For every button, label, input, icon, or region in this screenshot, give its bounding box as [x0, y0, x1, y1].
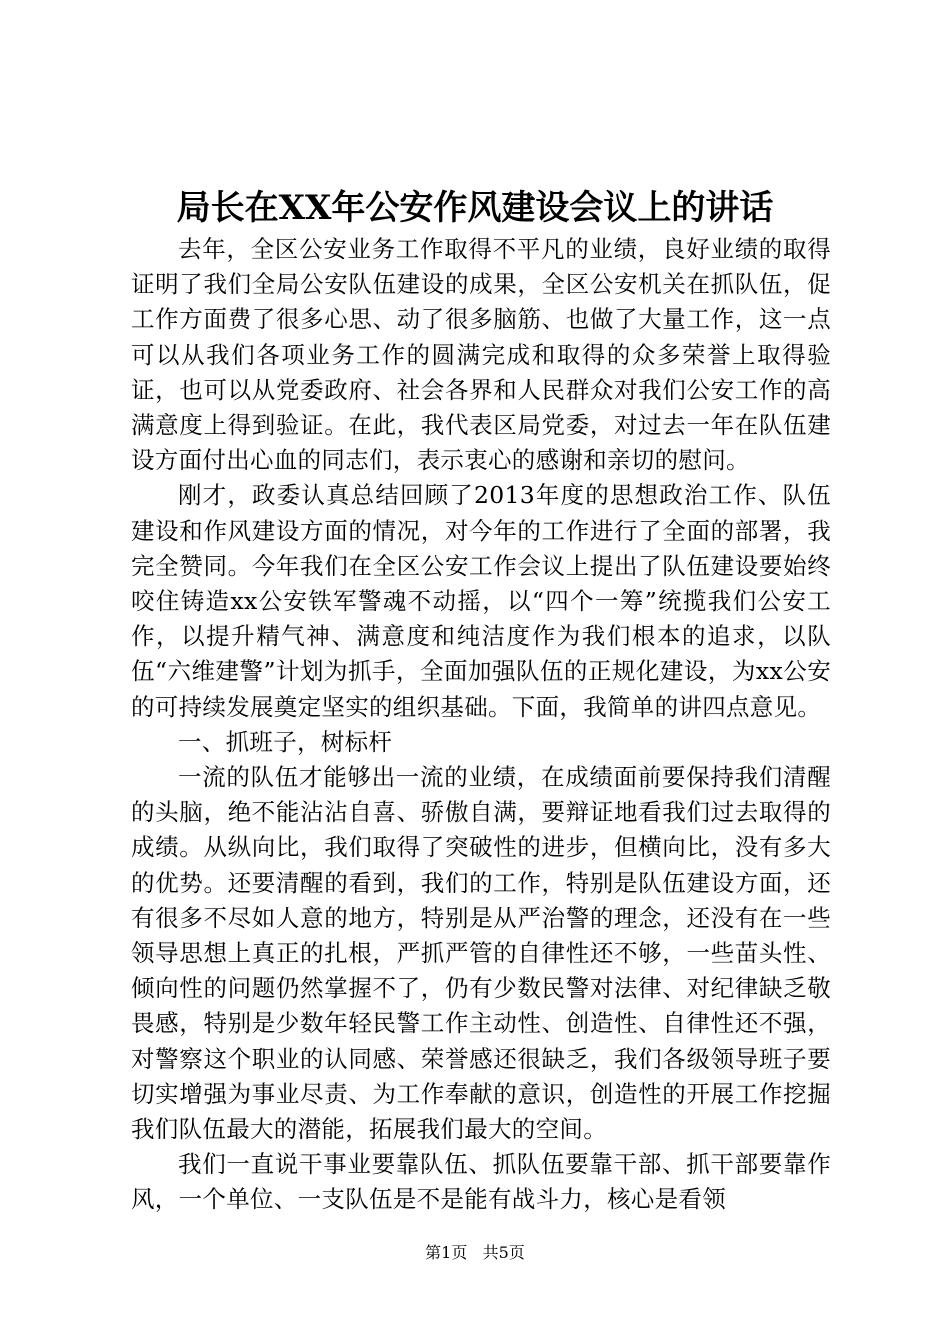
- paragraph: 刚才，政委认真总结回顾了2013年度的思想政治工作、队伍建设和作风建设方面的情况，对今年的工作进行了全面的部署，我完全赞同。今年我们在全区公安工作会议上提出了队伍建设要始终咬住铸造xx公安铁军警魂不动摇，以“四个一筹”统揽我们公安工作，以提升精气神、满意度和纯洁度作为我们根本的追求，以队伍“六维建警”计划为抓手，全面加强队伍的正规化建设，为xx公安的可持续发展奠定坚实的组织基础。下面，我简单的讲四点意见。: [131, 481, 831, 721]
- page-total: 共5页: [482, 1243, 525, 1262]
- paragraph: 去年，全区公安业务工作取得不平凡的业绩，良好业绩的取得证明了我们全局公安队伍建设的成果，全区公安机关在抓队伍，促工作方面费了很多心思、动了很多脑筋、也做了大量工作，这一点可以从我们各项业务工作的圆满完成和取得的众多荣誉上取得验证，也可以从党委政府、社会各界和人民群众对我们公安工作的高满意度上得到验证。在此，我代表区局党委，对过去一年在队伍建设方面付出心血的同志们，表示衷心的感谢和亲切的慰问。: [131, 235, 831, 475]
- page-number: 第1页: [425, 1243, 468, 1262]
- section-heading: 一、抓班子，树标杆: [178, 727, 393, 756]
- page-footer: [0, 1243, 950, 1263]
- document-title: 局长在XX年公安作风建设会议上的讲话: [176, 188, 774, 228]
- document-body: [131, 232, 831, 1218]
- footer-spacer: [472, 1243, 477, 1262]
- paragraph: 我们一直说干事业要靠队伍、抓队伍要靠干部、抓干部要靠作风，一个单位、一支队伍是不是能有战斗力，核心是看领: [131, 1150, 831, 1214]
- paragraph: 一流的队伍才能够出一流的业绩，在成绩面前要保持我们清醒的头脑，绝不能沾沾自喜、骄傲自满，要辩证地看我们过去取得的成绩。从纵向比，我们取得了突破性的进步，但横向比，没有多大的优势。还要清醒的看到，我们的工作，特别是队伍建设方面，还有很多不尽如人意的地方，特别是从严治警的理念，还没有在一些领导思想上真正的扎根，严抓严管的自律性还不够，一些苗头性、倾向性的问题仍然掌握不了，仍有少数民警对法律、对纪律缺乏敬畏感，特别是少数年轻民警工作主动性、创造性、自律性还不强，对警察这个职业的认同感、荣誉感还很缺乏，我们各级领导班子要切实增强为事业尽责、为工作奉献的意识，创造性的开展工作挖掘我们队伍最大的潜能，拓展我们最大的空间。: [131, 763, 831, 1144]
